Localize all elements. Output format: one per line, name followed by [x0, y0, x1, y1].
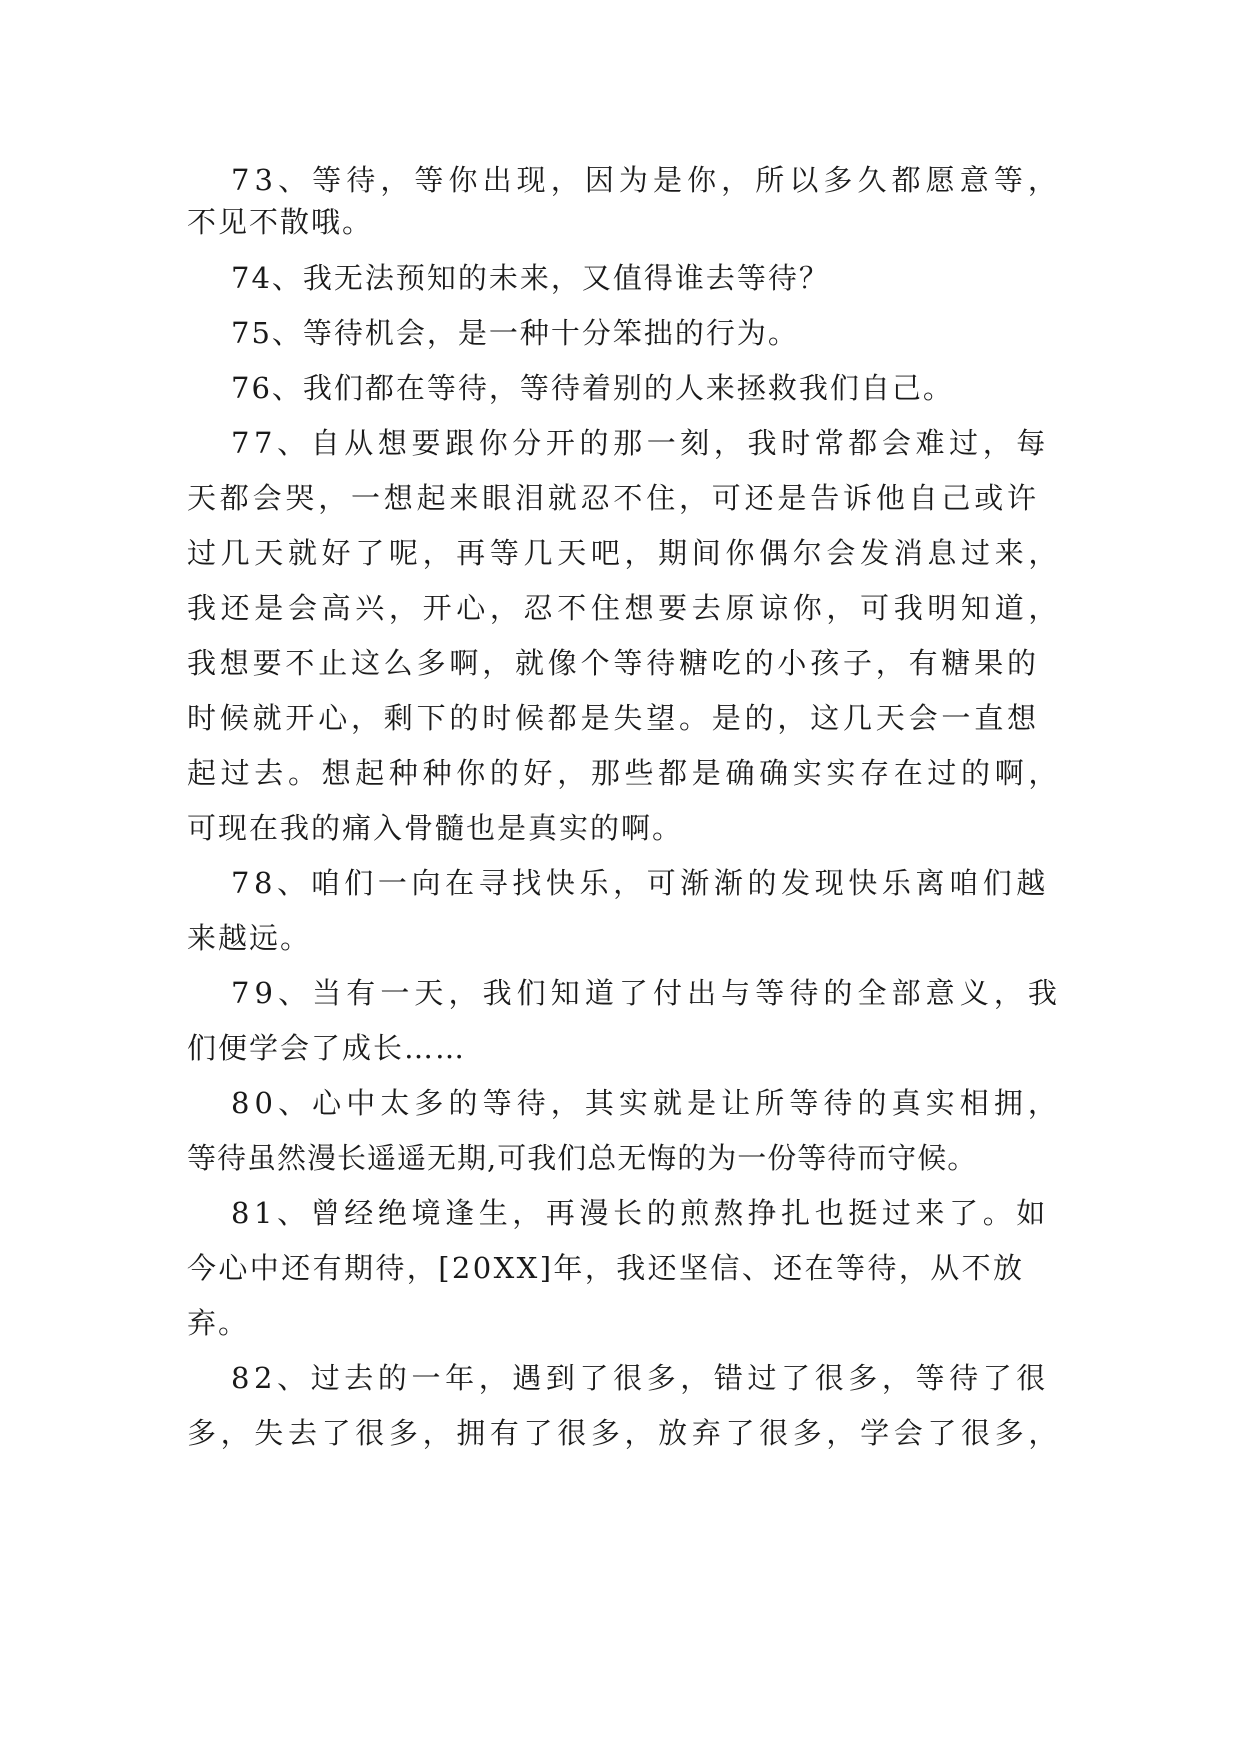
- paragraph-77-line-1: 77、自从想要跟你分开的那一刻，我时常都会难过，每: [231, 426, 1050, 460]
- paragraph-82-line-1: 82、过去的一年，遇到了很多，错过了很多，等待了很: [231, 1361, 1050, 1395]
- paragraph-77-line-8: 可现在我的痛入骨髓也是真实的啊。: [187, 811, 684, 845]
- paragraph-81-line-2: 今心中还有期待，[20XX]年，我还坚信、还在等待，从不放: [187, 1251, 1025, 1285]
- paragraph-81-line-1: 81、曾经绝境逢生，再漫长的煎熬挣扎也挺过来了。如: [231, 1196, 1050, 1230]
- paragraph-77-line-4: 我还是会高兴，开心，忍不住想要去原谅你，可我明知道，: [187, 591, 1062, 625]
- paragraph-80-line-1: 80、心中太多的等待，其实就是让所等待的真实相拥，: [231, 1086, 1062, 1120]
- paragraph-73-line-1: 73、等待，等你出现，因为是你，所以多久都愿意等，: [231, 163, 1062, 197]
- paragraph-77-line-3: 过几天就好了呢，再等几天吧，期间你偶尔会发消息过来，: [187, 536, 1062, 570]
- paragraph-80-line-2: 等待虽然漫长遥遥无期,可我们总无悔的为一份等待而守候。: [187, 1141, 978, 1175]
- paragraph-75-line-1: 75、等待机会，是一种十分笨拙的行为。: [231, 316, 799, 350]
- paragraph-79-line-2: 们便学会了成长……: [187, 1031, 467, 1065]
- paragraph-74-line-1: 74、我无法预知的未来，又值得谁去等待？: [231, 261, 830, 295]
- paragraph-77-line-5: 我想要不止这么多啊，就像个等待糖吃的小孩子，有糖果的: [187, 646, 1040, 680]
- paragraph-73-line-2: 不见不散哦。: [187, 205, 374, 239]
- paragraph-78-line-1: 78、咱们一向在寻找快乐，可渐渐的发现快乐离咱们越: [231, 866, 1050, 900]
- paragraph-79-line-1: 79、当有一天，我们知道了付出与等待的全部意义，我: [231, 976, 1062, 1010]
- paragraph-82-line-2: 多，失去了很多，拥有了很多，放弃了很多，学会了很多，: [187, 1416, 1062, 1450]
- paragraph-81-line-3: 弃。: [187, 1306, 250, 1340]
- paragraph-76-line-1: 76、我们都在等待，等待着别的人来拯救我们自己。: [231, 371, 954, 405]
- paragraph-77-line-2: 天都会哭，一想起来眼泪就忍不住，可还是告诉他自己或许: [187, 481, 1040, 515]
- paragraph-77-line-7: 起过去。想起种种你的好，那些都是确确实实存在过的啊，: [187, 756, 1062, 790]
- paragraph-78-line-2: 来越远。: [187, 921, 312, 955]
- paragraph-77-line-6: 时候就开心，剩下的时候都是失望。是的，这几天会一直想: [187, 701, 1040, 735]
